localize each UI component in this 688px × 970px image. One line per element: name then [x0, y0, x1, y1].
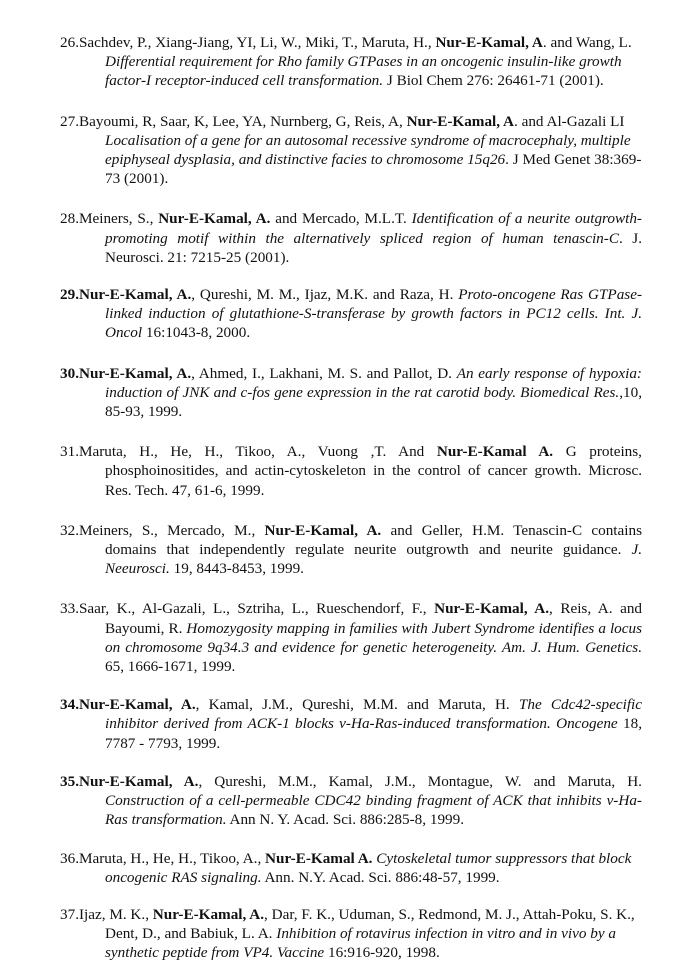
author-highlight: Nur-E-Kamal, A. [78, 364, 192, 382]
reference-number: 37. [60, 905, 79, 923]
reference-title: Cytoskeletal tumor suppressors that block oncogenic RAS signaling. [105, 849, 632, 886]
reference-number: 33. [60, 600, 79, 618]
reference-title: An early response of hypoxia: induction of JNK and c-fos gene expression in the rat carotid body. Biomedical Res. [105, 364, 642, 401]
reference-text: J Biol Chem 276: 26461-71 (2001). [383, 72, 604, 90]
reference-text: , Kamal, J.M., Qureshi, M.M. and Maruta, H. [195, 696, 519, 714]
reference-number: 28. [60, 210, 79, 228]
reference-entry [60, 112, 642, 189]
reference-title: The Cdc42-specific inhibitor derived from ACK-1 blocks v-Ha-Ras-induced transformation. Oncogene [105, 696, 642, 733]
reference-text: Sachdev, P., Xiang-Jiang, YI, Li, W., Miki, T., Maruta, H., [78, 34, 436, 51]
reference-title: J. Neeurosci. [105, 541, 642, 578]
reference-entry [60, 442, 642, 500]
reference-text: . and Al-Gazali LI [514, 112, 625, 130]
reference-text: 65, 1666-1671, 1999. [105, 658, 236, 676]
reference-text: Ann. N.Y. Acad. Sci. 886:48-57, 1999. [261, 868, 500, 886]
reference-entry [60, 33, 642, 91]
reference-text: 16:916-920, 1998. [324, 944, 440, 962]
reference-text: Meiners, S., [78, 210, 159, 228]
reference-text: . and Wang, L. [542, 34, 632, 51]
reference-title: Proto-oncogene Ras GTPase-linked induction of glutathione-S-transferase by growth factors in PC12 cells. Int. J. Oncol [105, 286, 642, 342]
reference-number: 26. [60, 34, 79, 51]
author-highlight: Nur-E-Kamal, A. [78, 696, 196, 714]
author-highlight: Nur-E-Kamal, A [435, 34, 543, 51]
author-highlight: Nur-E-Kamal, A. [264, 521, 382, 539]
reference-text: , Ahmed, I., Lakhani, M. S. and Pallot, D. [191, 364, 457, 382]
reference-text: Ann N. Y. Acad. Sci. 886:285-8, 1999. [226, 811, 465, 829]
reference-number: 30. [60, 364, 79, 382]
reference-title: Construction of a cell-permeable CDC42 binding fragment of ACK that inhibits v-Ha-Ras transformation. [105, 792, 642, 829]
reference-text: , Qureshi, M. M., Ijaz, M.K. and Raza, H. [191, 286, 459, 304]
author-highlight: Nur-E-Kamal A. [436, 443, 554, 461]
author-highlight: Nur-E-Kamal, A. [152, 905, 265, 923]
author-highlight: Nur-E-Kamal, A. [434, 600, 550, 618]
reference-title: Identification of a neurite outgrowth-promoting motif within the alternatively spliced region of human tenascin-C [105, 210, 642, 247]
reference-text: , Reis, A. and Bayoumi, R. [105, 600, 643, 637]
reference-text: Maruta, H., He, H., Tikoo, A., [78, 849, 266, 867]
author-highlight: Nur-E-Kamal, A [406, 112, 514, 130]
reference-text: Maruta, H., He, H., Tikoo, A., Vuong ,T. And [78, 443, 437, 461]
reference-entry [60, 772, 642, 830]
author-highlight: Nur-E-Kamal, A. [78, 286, 192, 304]
reference-title: Inhibition of rotavirus infection in vitro and in vivo by a synthetic peptide from VP4. Vaccine [105, 925, 616, 962]
reference-entry [60, 285, 642, 343]
reference-entry [60, 521, 642, 579]
author-highlight: Nur-E-Kamal, A. [78, 772, 199, 790]
reference-number: 35. [60, 772, 79, 790]
reference-text: , Dar, F. K., Uduman, S., Redmond, M. J., Attah-Poku, S. K., Dent, D., and Babiuk, L. A. [105, 905, 635, 943]
reference-text: G proteins, phosphoinositides, and actin-cytoskeleton in the control of cancer growth. Microsc. Res. Tech. 47, 61-6, 1999. [105, 443, 642, 499]
reference-text: Bayoumi, R, Saar, K, Lee, YA, Nurnberg, G, Reis, A, [78, 112, 407, 130]
reference-title: Differential requirement for Rho family GTPases in an oncogenic insulin-like growth factor-I receptor-induced cell transformation. [105, 53, 622, 90]
reference-number: 29. [60, 286, 79, 304]
reference-number: 34. [60, 696, 79, 714]
reference-text: 16:1043-8, 2000. [142, 324, 251, 342]
reference-text: . J. Neurosci. 21: 7215-25 (2001). [105, 229, 642, 266]
reference-entry [60, 209, 642, 267]
reference-text: ,10, 85-93, 1999. [105, 383, 642, 421]
reference-text: , Qureshi, M.M., Kamal, J.M., Montague, W. and Maruta, H. [198, 772, 642, 790]
reference-entry [60, 364, 642, 422]
reference-text: Saar, K., Al-Gazali, L., Sztriha, L., Rueschendorf, F., [78, 600, 435, 618]
reference-text: 19, 8443-8453, 1999. [169, 560, 304, 578]
reference-title: Localisation of a gene for an autosomal recessive syndrome of macrocephaly, multiple epiphyseal dysplasia, and distinctive facies to chromosome 15q26 [105, 131, 631, 169]
reference-text: Ijaz, M. K., [78, 905, 153, 923]
reference-entry [60, 599, 642, 676]
reference-number: 31. [60, 443, 79, 461]
reference-list [60, 33, 642, 963]
reference-text: Meiners, S., Mercado, M., [78, 521, 265, 539]
reference-text: 18, 7787 - 7793, 1999. [105, 715, 642, 752]
reference-text: and Mercado, M.L.T. [270, 210, 412, 228]
reference-number: 36. [60, 849, 79, 867]
reference-entry [60, 695, 642, 753]
reference-entry [60, 849, 642, 887]
reference-number: 32. [60, 521, 79, 539]
reference-text: and Geller, H.M. Tenascin-C contains domains that independently regulate neurite outgrowth and neurite guidance. [105, 521, 642, 559]
reference-text: . J Med Genet 38:369-73 (2001). [105, 151, 642, 188]
reference-number: 27. [60, 112, 79, 130]
reference-title: Homozygosity mapping in families with Jubert Syndrome identifies a locus on chromosome 9q34.3 and evidence for genetic heterogeneity. Am. J. Hum. Genetics. [105, 619, 642, 656]
reference-entry [60, 905, 642, 963]
author-highlight: Nur-E-Kamal A. [265, 849, 373, 867]
author-highlight: Nur-E-Kamal, A. [158, 210, 271, 228]
